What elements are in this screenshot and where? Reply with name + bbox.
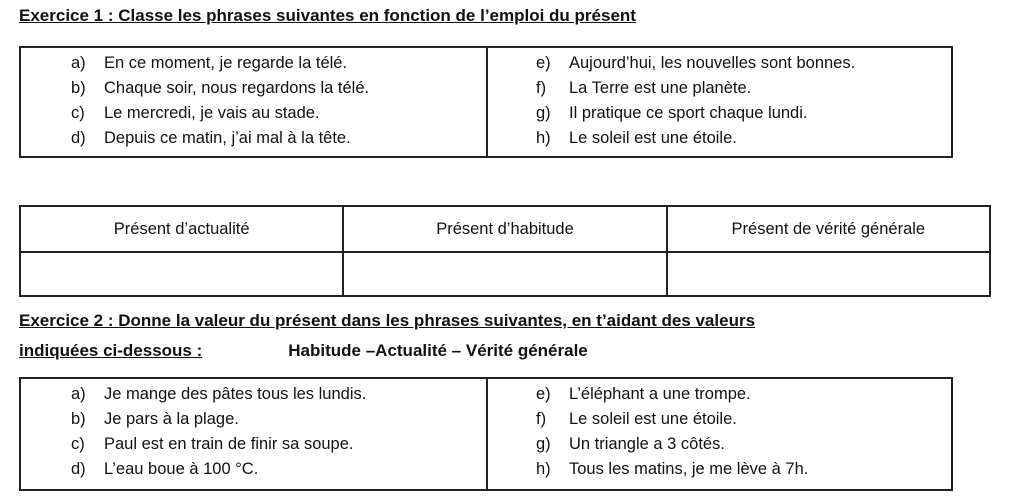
exercise2-values: Habitude –Actualité – Vérité générale bbox=[288, 341, 588, 360]
exercise1-title: Exercice 1 : Classe les phrases suivantes en fonction de l’emploi du présent bbox=[19, 6, 636, 25]
column-header-actualite: Présent d’actualité bbox=[20, 206, 343, 252]
list-item bbox=[536, 407, 951, 432]
exercise1-sentences bbox=[19, 46, 953, 158]
item-letter: d) bbox=[71, 460, 86, 478]
item-text: Je mange des pâtes tous les lundis. bbox=[104, 385, 367, 403]
exercise2-title-line1: Exercice 2 : Donne la valeur du présent dans les phrases suivantes, en t’aidant des valeurs bbox=[19, 311, 756, 330]
answer-cell-habitude[interactable] bbox=[343, 252, 666, 296]
item-text: En ce moment, je regarde la télé. bbox=[104, 54, 348, 72]
list-item bbox=[536, 101, 951, 126]
item-letter: b) bbox=[71, 410, 86, 428]
table-row bbox=[20, 252, 990, 296]
item-letter: c) bbox=[71, 104, 85, 122]
column-header-habitude: Présent d’habitude bbox=[343, 206, 666, 252]
item-text: Tous les matins, je me lève à 7h. bbox=[569, 460, 809, 478]
list-item bbox=[71, 126, 486, 151]
item-text: Le soleil est une étoile. bbox=[569, 410, 737, 428]
item-letter: g) bbox=[536, 104, 551, 122]
item-letter: e) bbox=[536, 385, 551, 403]
column-header-verite-generale: Présent de vérité générale bbox=[667, 206, 990, 252]
list-item bbox=[536, 76, 951, 101]
item-letter: f) bbox=[536, 410, 547, 428]
item-text: L’eau boue à 100 °C. bbox=[104, 460, 259, 478]
list-item bbox=[536, 457, 951, 482]
item-text: L’éléphant a une trompe. bbox=[569, 385, 751, 403]
item-letter: h) bbox=[536, 460, 551, 478]
list-item bbox=[536, 382, 951, 407]
item-letter: g) bbox=[536, 435, 551, 453]
item-letter: h) bbox=[536, 129, 551, 147]
list-item bbox=[71, 407, 486, 432]
item-letter: d) bbox=[71, 129, 86, 147]
list-item bbox=[71, 101, 486, 126]
list-item bbox=[71, 382, 486, 407]
item-letter: b) bbox=[71, 79, 86, 97]
exercise2-left-column bbox=[21, 379, 488, 489]
item-text: Le mercredi, je vais au stade. bbox=[104, 104, 320, 122]
item-letter: f) bbox=[536, 79, 547, 97]
exercise2-title-line2 bbox=[19, 336, 755, 366]
table-header-row bbox=[20, 206, 990, 252]
item-letter: e) bbox=[536, 54, 551, 72]
item-text: Je pars à la plage. bbox=[104, 410, 239, 428]
item-text: Depuis ce matin, j’ai mal à la tête. bbox=[104, 129, 351, 147]
item-text: Aujourd’hui, les nouvelles sont bonnes. bbox=[569, 54, 856, 72]
answer-cell-verite-generale[interactable] bbox=[667, 252, 990, 296]
list-item bbox=[71, 76, 486, 101]
item-text: Un triangle a 3 côtés. bbox=[569, 435, 725, 453]
exercise1-left-column bbox=[21, 48, 488, 156]
answer-cell-actualite[interactable] bbox=[20, 252, 343, 296]
item-text: La Terre est une planète. bbox=[569, 79, 752, 97]
list-item bbox=[536, 126, 951, 151]
list-item bbox=[71, 457, 486, 482]
item-text: Le soleil est une étoile. bbox=[569, 129, 737, 147]
item-text: Chaque soir, nous regardons la télé. bbox=[104, 79, 370, 97]
item-text: Il pratique ce sport chaque lundi. bbox=[569, 104, 808, 122]
item-text: Paul est en train de finir sa soupe. bbox=[104, 435, 354, 453]
exercise1-right-column bbox=[488, 48, 951, 156]
item-letter: a) bbox=[71, 385, 86, 403]
exercise2-sentences bbox=[19, 377, 953, 491]
list-item bbox=[71, 51, 486, 76]
exercise2-instruction: indiquées ci-dessous : bbox=[19, 341, 203, 360]
exercise2-right-column bbox=[488, 379, 951, 489]
list-item bbox=[71, 432, 486, 457]
item-letter: a) bbox=[71, 54, 86, 72]
list-item bbox=[536, 51, 951, 76]
list-item bbox=[536, 432, 951, 457]
item-letter: c) bbox=[71, 435, 85, 453]
classification-table bbox=[19, 205, 991, 297]
exercise2-title bbox=[19, 306, 755, 366]
